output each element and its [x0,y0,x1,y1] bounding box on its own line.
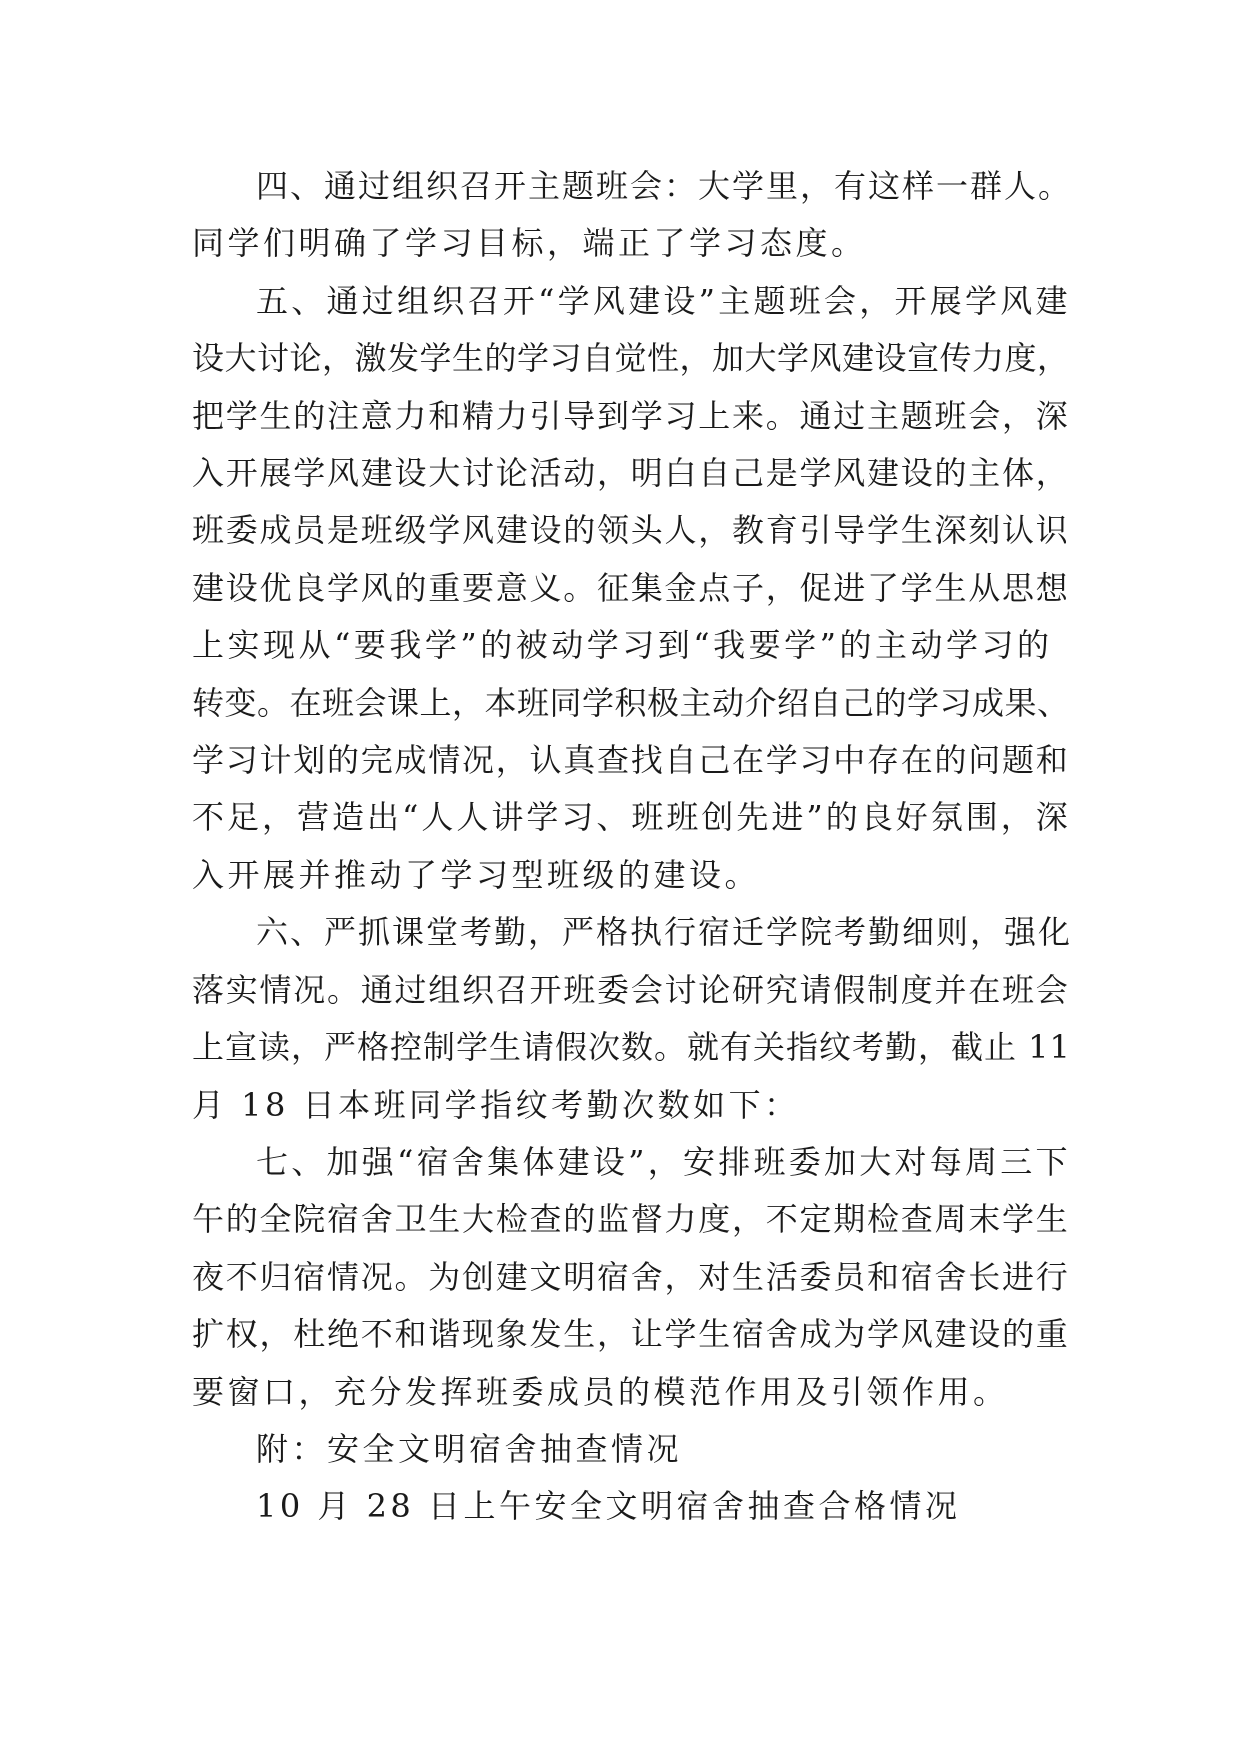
paragraph-5 [192,273,1072,904]
text-line: 附：安全文明宿舍抽查情况 [256,1429,683,1468]
document-body [192,158,1072,1536]
text-line: 四、通过组织召开主题班会：大学里，有这样一群人。 [256,167,1073,205]
text-line: 10 月 28 日上午安全文明宿舍抽查合格情况 [256,1487,961,1526]
text-line: 夜不归宿情况。为创建文明宿舍，对生活委员和宿舍长进行 [192,1257,1070,1296]
paragraph-6 [192,904,1072,1134]
text-line: 同学们明确了学习目标，端正了学习态度。 [192,224,867,263]
text-line: 学习计划的完成情况，认真查找自己在学习中存在的问题和 [192,741,1070,780]
text-line: 扩权，杜绝不和谐现象发生，让学生宿舍成为学风建设的重 [192,1315,1070,1354]
text-line: 不足，营造出“人人讲学习、班班创先进”的良好氛围，深 [192,798,1071,837]
text-line: 月 18 日本班同学指纹考勤次数如下： [192,1085,800,1124]
text-line: 上实现从“要我学”的被动学习到“我要学”的主动学习的 [192,626,1053,665]
text-line: 六、严抓课堂考勤，严格执行宿迁学院考勤细则，强化 [256,913,1073,952]
text-line: 转变。在班会课上，本班同学积极主动介绍自己的学习成果、 [192,683,1070,722]
paragraph-4 [192,158,1072,273]
text-line: 七、加强“宿舍集体建设”，安排班委加大对每周三下 [256,1142,1071,1181]
appendix-subheading [192,1478,1072,1535]
text-line: 把学生的注意力和精力引导到学习上来。通过主题班会，深 [192,396,1070,435]
text-line: 班委成员是班级学风建设的领头人，教育引导学生深刻认识 [192,511,1070,550]
text-line: 要窗口，充分发挥班委成员的模范作用及引领作用。 [192,1372,1009,1411]
text-line: 落实情况。通过组织召开班委会讨论研究请假制度并在班会 [192,970,1070,1009]
text-line: 午的全院宿舍卫生大检查的监督力度，不定期检查周末学生 [192,1200,1070,1239]
paragraph-7 [192,1134,1072,1421]
appendix-heading [192,1421,1072,1478]
text-line: 上宣读，严格控制学生请假次数。就有关指纹考勤，截止 11 [192,1028,1071,1067]
text-line: 设大讨论，激发学生的学习自觉性，加大学风建设宣传力度， [192,339,1070,378]
text-line: 建设优良学风的重要意义。征集金点子，促进了学生从思想 [192,568,1070,607]
text-line: 入开展并推动了学习型班级的建设。 [192,855,761,894]
text-line: 入开展学风建设大讨论活动，明白自己是学风建设的主体， [192,454,1070,493]
text-line: 五、通过组织召开“学风建设”主题班会，开展学风建 [256,281,1071,320]
